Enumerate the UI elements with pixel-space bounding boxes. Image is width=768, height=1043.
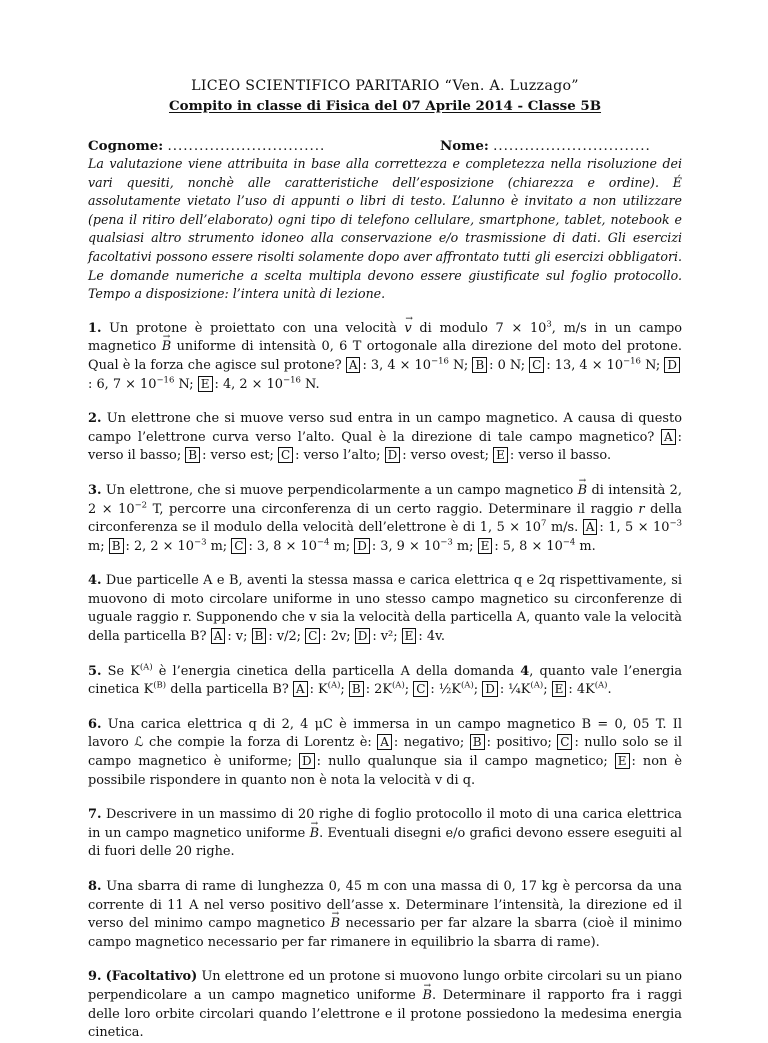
option-b: B : $2K^{(A)}$; [349, 682, 409, 697]
question-number: 8. [88, 879, 102, 894]
question-4 [88, 572, 682, 646]
question-text: Se K [107, 663, 140, 679]
question-2 [88, 410, 682, 466]
name-dots: .............................. [493, 139, 651, 154]
question-text: Un elettrone ed un protone si muovono lungo orbite circolari su un piano perpendicolare a un campo magnetico uniforme [88, 969, 682, 1003]
question-text: necessario per far alzare la sbarra (cioè il minimo campo magnetico necessario per far rimanere in equilibrio la sbarra di rame). [88, 916, 682, 950]
option-c: C : 3, $8 \times 10^{-4}$ m; [231, 539, 350, 554]
option-b: B : verso est; [185, 448, 274, 463]
surname-field [88, 138, 440, 154]
instructions-paragraph: La valutazione viene attribuita in base alla correttezza e completezza nella risoluzione dei vari quesiti, nonchè alle caratteristiche dell’esposizione (chiarezza e ordine). É assolutamente vietato l’uso di appunti o libri di testo. L’alunno è invitato a non utilizzare (pena il ritiro dell’elaborato) ogni tipo di telefono cellulare, smartphone, tablet, notebook e qualsiasi altro strumento idoneo alla conservazione e/o trasmissione di dati. Gli esercizi facoltativi possono essere risolti solamente dopo aver affrontato tutti gli esercizi obbligatori. Le domande numeriche a scelta multipla devono essere giustificate sul foglio protocollo. Tempo a disposizione: l’intera unità di lezione. [88, 156, 682, 302]
exam-page [88, 78, 682, 1043]
question-text: Un protone è proiettato con una velocità [109, 320, 397, 336]
question-9 [88, 968, 682, 1042]
option-b: B : positivo; [470, 735, 552, 750]
question-text: Due particelle A e B, aventi la stessa massa e carica elettrica q e 2q rispettivamente, si muovono di moto circolare uniforme in uno stesso campo magnetico su circonferenze di uguale raggio r. Supponendo che v sia la velocità della particella A, quanto vale la velocità della particella B? [88, 573, 682, 645]
option-b: B : v/2; [252, 629, 301, 644]
question-text: . Eventuali disegni e/o grafici devono essere eseguiti al di fuori delle 20 righe. [88, 825, 682, 860]
option-d: D : verso ovest; [385, 448, 489, 463]
question-text: di modulo 7 × 10 [419, 320, 547, 336]
question-6 [88, 716, 682, 790]
question-1 [88, 320, 682, 394]
field-vector: → B [331, 915, 340, 934]
option-c: C : $\frac{1}{2}K^{(A)}$; [413, 682, 478, 697]
question-8 [88, 878, 682, 952]
option-a: A : negativo; [377, 735, 464, 750]
question-7 [88, 806, 682, 862]
field-vector: → B [578, 482, 587, 501]
question-text: Una sbarra di rame di lunghezza 0, 45 m con una massa di 0, 17 kg è percorsa da una corrente di 11 A nel verso positivo dell’asse x. Determinare l’intensità, la direzione ed il verso del minimo campo magnetico [88, 879, 682, 932]
question-number: 3. [88, 482, 102, 498]
school-title: LICEO SCIENTIFICO PARITARIO “Ven. A. Luzzago” [191, 78, 579, 94]
option-a: A : v; [211, 629, 248, 644]
question-text: , quanto vale l’energia cinetica K [88, 663, 683, 698]
exponent: 3 [546, 319, 552, 330]
option-c: C : 2v; [305, 629, 350, 644]
option-b: B : 0 N; [472, 358, 525, 373]
question-text: Descrivere in un massimo di 20 righe di foglio protocollo il moto di una carica elettrica in un campo magnetico uniforme [88, 807, 682, 841]
option-e: E : non è possibile rispondere in quanto non è nota la velocità v di q. [88, 754, 682, 788]
field-vector: → B [162, 338, 171, 357]
surname-dots: .............................. [167, 139, 326, 154]
option-d: D : $\frac{1}{4}K^{(A)}$; [482, 682, 547, 697]
question-number: 1. [88, 320, 102, 336]
question-text: , m/s in un campo magnetico [88, 320, 683, 355]
question-text: della particella B? [166, 682, 289, 698]
option-a: A : verso il basso; [88, 429, 682, 464]
option-c: C : nullo solo se il campo magnetico è uniforme; [88, 735, 683, 770]
question-number: 5. [88, 663, 102, 679]
exam-subtitle: Compito in classe di Fisica del 07 Aprile 2014 - Classe 5B [168, 98, 602, 114]
option-c: C : verso l’alto; [278, 448, 381, 463]
option-d: D : nullo qualunque sia il campo magnetico; [299, 754, 608, 769]
option-d: D : 3, $9 \times 10^{-3}$ m; [354, 539, 473, 554]
question-5: 5. Se $K^{(A)}$ è l’energia cinetica della particella A della domanda 4, quanto vale l’energia cinetica $K^{(B)}$ della particella B? A : $K^{(A)}$; B : $2K^{(A)}$; C : $\frac{1}{2}K^{(A)}$; D : $\frac{1}{4}K^{(A)}$; E : $4K^{(A)}$. [88, 662, 683, 698]
question-number: 2. [88, 411, 102, 427]
option-b: B : 2, $2 \times 10^{-3}$ m; [109, 539, 227, 554]
option-a: A : $K^{(A)}$; [293, 682, 345, 697]
option-d: D: 6, $7 \times 10^{-16}$ N; [88, 358, 682, 392]
field-vector: → B [422, 987, 431, 1006]
name-field [440, 138, 651, 154]
question-text: è l’energia cinetica della particella A della domanda [152, 663, 521, 679]
question-text: di intensità 2, 2 × 10 [88, 482, 682, 517]
option-a: A : 3, $4 \times 10^{-16}$ N; [346, 358, 468, 373]
question-text: uniforme di intensità 0, 6 T ortogonale alla direzione del moto del protone. Qual è la forza che agisce sul protone? [88, 339, 682, 373]
question-text: Una carica elettrica q di 2, 4 μC è immersa in un campo magnetico B = 0, 05 T. Il lavoro ℒ che compie la forza di Lorentz è: [88, 716, 682, 751]
option-a: A : 1, $5 \times 10^{-3}$ m; [88, 518, 682, 554]
option-e: E : verso il basso. [493, 448, 611, 463]
question-number: 7. [88, 807, 102, 823]
question-reference: 4 [520, 663, 530, 679]
radius-symbol: r [638, 501, 645, 517]
option-e: E : 5, $8 \times 10^{-4}$ m. [478, 539, 596, 554]
surname-label: Cognome: [88, 138, 164, 154]
option-e: E : 4v. [402, 629, 445, 644]
question-text: Un elettrone che si muove verso sud entra in un campo magnetico. A causa di questo campo l’elettrone curva verso l’alto. Qual è la direzione di tale campo magnetico? [88, 411, 682, 445]
question-3: 3. Un elettrone, che si muove perpendicolarmente a un campo magnetico → B di intensità 2, $2 \times 10^{-2}$ T, percorre una circonferenza di un certo raggio. Determinare il raggio r della circonferenza se il modulo della velocità dell’elettrone è di 1, $5 \times 10^7$ m/s. A : 1, $5 \times 10^{-3}$ m; B : 2, $2 \times 10^{-3}$ m; C : 3, $8 \times 10^{-4}$ m; D : 3, $9 \times 10^{-3}$ m; E : 5, $8 \times 10^{-4}$ m. [88, 482, 682, 556]
question-number: 4. [88, 573, 102, 589]
question-text: T, percorre una circonferenza di un certo raggio. Determinare il raggio [147, 501, 633, 517]
option-d: D : v²; [355, 629, 398, 644]
question-text: . Determinare il rapporto fra i raggi delle loro orbite circolari quando l’elettrone e il protone possiedono la medesima energia cinetica. [88, 987, 682, 1041]
option-e: E : $4K^{(A)}$. [552, 682, 612, 697]
question-text: della circonferenza se il modulo della velocità dell’elettrone è di 1, 5 × 10 [88, 501, 682, 536]
optional-tag: (Facoltativo) [105, 969, 198, 985]
student-info-row [88, 138, 682, 154]
field-vector: → B [310, 825, 319, 844]
question-number: 6. [88, 716, 102, 732]
name-label: Nome: [440, 138, 489, 154]
option-c: C : 13, $4 \times 10^{-16}$ N; [529, 358, 660, 373]
velocity-vector: → v [404, 320, 411, 339]
option-e: E : 4, $2 \times 10^{-16}$ N. [198, 377, 320, 392]
question-number: 9. [88, 969, 102, 985]
question-text: Un elettrone, che si muove perpendicolarmente a un campo magnetico [105, 482, 574, 498]
